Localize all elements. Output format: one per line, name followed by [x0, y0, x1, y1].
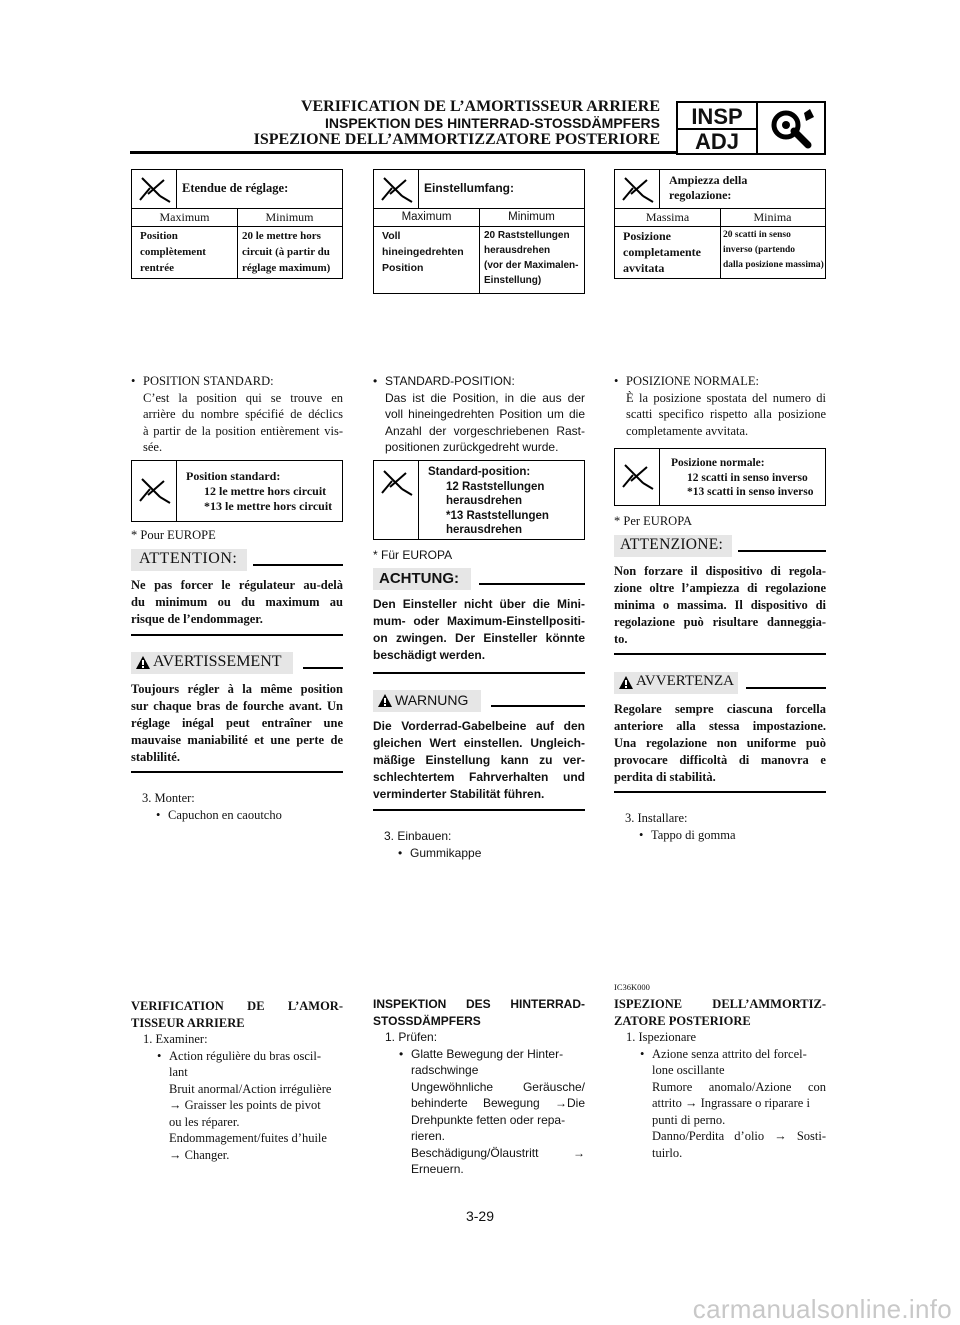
de-standard-box [373, 460, 585, 540]
rule [614, 791, 826, 793]
de-step3: 3. Einbauen: [384, 829, 452, 843]
de-attention-text: ACHTUNG: [379, 570, 459, 587]
it-attention-text: ATTENZIONE: [620, 536, 724, 553]
bullet: • [131, 374, 136, 388]
col-max: Massima [645, 210, 690, 224]
it-s1: 1. Ispezionare [626, 1030, 697, 1044]
wrench-icon [766, 107, 816, 149]
de-std-3: voll hineingedrehten Position um die [385, 407, 585, 421]
header-rule [130, 151, 678, 154]
it-s1-c: Rumore anomalo/Azione con [652, 1079, 826, 1094]
de-note: * Für EUROPA [373, 548, 453, 562]
wrench-icon [380, 467, 416, 497]
bullet: • [157, 1048, 162, 1063]
col-min: Minima [753, 210, 792, 224]
fr-warn-2: sur chaque bras de fourche avant. Un [131, 699, 343, 713]
fr-box-2: *13 le mettre hors circuit [204, 499, 333, 513]
it-warning-label [614, 672, 826, 694]
it-box-1: 12 scatti in senso inverso [687, 471, 808, 484]
de-s1-e: Drehpunkte fetten oder repa- [411, 1112, 566, 1127]
wrench-icon [621, 174, 657, 204]
de-sect-1: INSPEKTION DES HINTERRAD- [373, 997, 585, 1011]
de-std-2: Das ist die Position, in die aus der [385, 390, 585, 405]
it-section-code: IC36K000 [614, 982, 650, 992]
fr-s1-e: ou les réparer. [169, 1114, 240, 1129]
bullet: • [398, 845, 403, 860]
it-std-2: È la posizione spostata del numero di [626, 390, 826, 405]
it-s1-f: Danno/Perdita d’olio → Sosti- [652, 1129, 826, 1143]
fr-warning-label [131, 652, 343, 674]
it-attention-label [614, 535, 826, 557]
it-warn-5: perdita di stabilità. [614, 770, 716, 784]
warning-triangle-icon [377, 693, 393, 708]
it-box-title: Posizione normale: [671, 457, 765, 469]
de-s1-a: Glatte Bewegung der Hinter- [411, 1046, 564, 1061]
it-box-2: *13 scatti in senso inverso [687, 486, 814, 498]
it-step3-item: Tappo di gomma [651, 827, 736, 842]
title-it: ISPEZIONE DELL’AMMORTIZZATORE POSTERIORE [253, 131, 660, 148]
it-attn-1: Non forzare il dispositivo di regola- [614, 564, 826, 578]
it-s1-g: tuirlo. [652, 1145, 683, 1160]
bullet: • [614, 374, 619, 388]
de-box-3: *13 Raststellungen [446, 509, 549, 522]
spec-table-fr [131, 169, 343, 279]
fr-std-5: sée. [143, 440, 163, 454]
fr-s1-c: Bruit anormal/Action irrégulière [169, 1081, 332, 1096]
fr-std-1: POSITION STANDARD: [143, 374, 274, 388]
de-standard-position [373, 373, 585, 456]
fr-std-2: C’est la position qui se trouve en [143, 390, 343, 405]
fr-attn-1: Ne pas forcer le régulateur au-delà [131, 578, 343, 592]
wrench-icon [380, 174, 416, 204]
spec-min-3: réglage maximum) [242, 262, 331, 274]
col-min: Minimum [265, 210, 314, 224]
wrench-icon [138, 475, 174, 505]
de-attn-3: on zwingen. Der Einsteller könnte [373, 631, 585, 645]
it-std-4: completamente avvitata. [626, 423, 749, 438]
fr-s1-b: lant [169, 1065, 188, 1079]
fr-attn-2: du minimum ou du maximum au [131, 595, 343, 609]
fr-step3: 3. Monter: [142, 791, 195, 805]
de-std-4: Anzahl der vorgeschriebenen Rast- [385, 423, 585, 438]
insp-adj-badge [676, 101, 826, 155]
de-s1-f: rieren. [411, 1129, 446, 1143]
de-s1-b: radschwinge [411, 1063, 479, 1077]
it-attn-4: regolazione può risultare danneggia- [614, 615, 826, 629]
col-max: Maximum [159, 210, 210, 224]
title-fr: VERIFICATION DE L’AMORTISSEUR ARRIERE [300, 98, 660, 115]
spec-max-2: hineingedrehten [382, 246, 464, 258]
fr-warn-5: stablilité. [131, 750, 180, 764]
de-warning-label [373, 690, 585, 712]
fr-std-3: arrière du nombre spécifié de déclics [143, 407, 343, 421]
de-std-5: positionen zurückgedreht wurde. [385, 440, 559, 454]
fr-sect-1: VERIFICATION DE L’AMOR- [131, 999, 343, 1013]
spec-min-1: 20 Raststellungen [484, 230, 570, 241]
spec-max-3: Position [382, 262, 424, 274]
it-warning-text: AVVERTENZA [636, 673, 734, 689]
spec-table-it [614, 169, 826, 279]
de-sect-2: STOSSDÄMPFERS [373, 1013, 481, 1028]
fr-box-1: 12 le mettre hors circuit [204, 484, 327, 498]
it-sect-1: ISPEZIONE DELL’AMMORTIZ- [614, 997, 826, 1011]
fr-warn-3: réglage inégal peut entraîner une [131, 716, 343, 730]
de-box-1: 12 Raststellungen [446, 480, 545, 493]
spec-title-2: regolazione: [669, 188, 732, 202]
spec-table-de [373, 169, 585, 294]
spec-max-3: rentrée [140, 262, 174, 274]
fr-step3-item: Capuchon en caoutcho [168, 807, 282, 822]
de-warn-2: gleichen Wert einstellen. Ungleich- [373, 736, 585, 750]
warning-triangle-icon [135, 655, 151, 670]
warning-triangle-icon [618, 675, 634, 690]
de-warn-4: schlechtertem Fahrverhalten und [373, 770, 585, 784]
badge-adj: ADJ [694, 129, 739, 154]
fr-s1-g: → Changer. [169, 1147, 230, 1162]
de-s1: 1. Prüfen: [385, 1030, 438, 1044]
de-box-2: herausdrehen [446, 495, 523, 507]
fr-standard-box [131, 460, 343, 522]
bullet: • [639, 827, 644, 842]
de-attention-label [373, 568, 585, 590]
spec-max-3: avvitata [623, 261, 665, 275]
fr-warning-text: AVERTISSEMENT [153, 653, 282, 670]
it-warn-2: anteriore alla stessa impostazione. [614, 719, 826, 733]
it-s1-d: attrito → Ingrassare o riparare i [652, 1096, 810, 1110]
rule [131, 771, 343, 773]
spec-title: Etendue de réglage: [182, 181, 289, 195]
it-s1-e: punti di perno. [652, 1112, 726, 1127]
rule [614, 653, 826, 655]
fr-s1-f: Endommagement/fuites d’huile [169, 1131, 327, 1145]
fr-note: * Pour EUROPE [131, 528, 216, 542]
fr-attention-label [131, 549, 343, 571]
spec-min-2: circuit (à partir du [242, 246, 330, 258]
spec-min-3: dalla posizione massima) [723, 260, 824, 270]
it-s1-b: lone oscillante [652, 1063, 725, 1077]
fr-warn-1: Toujours régler à la même position [131, 682, 343, 696]
it-attn-2: zione oltre l’ampiezza di regolazione [614, 581, 826, 595]
de-attn-2: mum- oder Maximum-Einstellpositi- [373, 614, 585, 628]
fr-attention-text: ATTENTION: [139, 550, 238, 567]
de-box-title: Standard-position: [428, 466, 531, 478]
de-s1-g: Beschädigung/Ölaustritt → [411, 1145, 585, 1160]
it-attn-3: minima o massima. Il dispositivo di [614, 598, 826, 612]
it-step3: 3. Installare: [625, 811, 688, 825]
bullet: • [373, 374, 378, 388]
spec-min-4: Einstellung) [484, 275, 542, 286]
de-s1-d: behinderte Bewegung →Die [411, 1096, 585, 1110]
spec-min-2: herausdrehen [484, 245, 551, 256]
it-warn-3: Una regolazione non uniforme può [614, 736, 826, 750]
it-warn-4: provocare difficoltà di manovra e [614, 753, 826, 767]
de-warn-1: Die Vorderrad-Gabelbeine auf den [373, 719, 585, 733]
fr-warn-4: mauvaise maniabilité et une perte de [131, 733, 343, 747]
spec-max-1: Position [140, 230, 178, 242]
rule [373, 809, 585, 811]
de-s1-h: Erneuern. [411, 1162, 464, 1176]
spec-min-2: inverso (partendo [723, 245, 796, 255]
de-warn-5: verminderter Stabilität führen. [373, 787, 545, 801]
spec-title-1: Ampiezza della [669, 173, 748, 187]
de-std-1: STANDARD-POSITION: [385, 374, 515, 388]
spec-title: Einstellumfang: [424, 181, 515, 195]
fr-attn-3: risque de l’endommager. [131, 612, 263, 626]
it-note: * Per EUROPA [614, 514, 693, 528]
fr-s1: 1. Examiner: [143, 1032, 208, 1046]
wrench-icon [621, 461, 657, 491]
title-de: INSPEKTION DES HINTERRAD-STOSSDÄMPFERS [325, 115, 660, 131]
rule [373, 672, 585, 674]
bullet: • [640, 1046, 645, 1061]
spec-max-2: completamente [623, 245, 701, 259]
it-std-3: scatti specifico rispetto alla posizione [626, 407, 826, 421]
spec-max-1: Posizione [623, 229, 671, 243]
it-s1-a: Azione senza attrito del forcel- [652, 1046, 807, 1061]
de-step3-item: Gummikappe [410, 845, 482, 860]
fr-s1-a: Action régulière du bras oscil- [169, 1048, 322, 1063]
spec-max-2: complètement [140, 246, 206, 258]
bullet: • [156, 807, 161, 822]
col-max: Maximum [401, 211, 452, 223]
col-min: Minimum [508, 211, 555, 223]
rule [131, 634, 343, 636]
de-attn-1: Den Einsteller nicht über die Mini- [373, 597, 585, 611]
fr-box-title: Position standard: [186, 469, 281, 483]
page-number: 3-29 [465, 1208, 495, 1224]
de-warn-3: mäßige Einstellung kann zu ver- [373, 753, 585, 767]
spec-min-3: (vor der Maximalen- [484, 260, 579, 271]
badge-insp: INSP [691, 104, 743, 129]
fr-s1-d: → Graisser les points de pivot [169, 1098, 321, 1112]
wrench-icon [138, 174, 174, 204]
fr-standard-position [131, 373, 343, 456]
de-box-4: herausdrehen [446, 524, 523, 536]
it-attn-5: to. [614, 632, 628, 646]
it-standard-box [614, 448, 826, 506]
it-standard-position [614, 373, 826, 439]
de-attn-4: beschädigt werden. [373, 648, 486, 662]
de-warning-text: WARNUNG [395, 692, 469, 708]
watermark[interactable]: carmanualsonline.info [692, 1294, 952, 1324]
it-warn-1: Regolare sempre ciascuna forcella [614, 702, 826, 716]
bullet: • [399, 1046, 404, 1061]
fr-sect-2: TISSEUR ARRIERE [131, 1015, 245, 1030]
fr-std-4: à partir de la position entièrement vis- [143, 423, 343, 438]
spec-min-1: 20 scatti in senso [723, 230, 791, 240]
spec-max-1: Voll [382, 230, 401, 242]
spec-min-1: 20 le mettre hors [242, 230, 321, 242]
it-std-1: POSIZIONE NORMALE: [626, 374, 759, 388]
it-sect-2: ZATORE POSTERIORE [614, 1013, 751, 1028]
de-s1-c: Ungewöhnliche Geräusche/ [411, 1079, 585, 1094]
